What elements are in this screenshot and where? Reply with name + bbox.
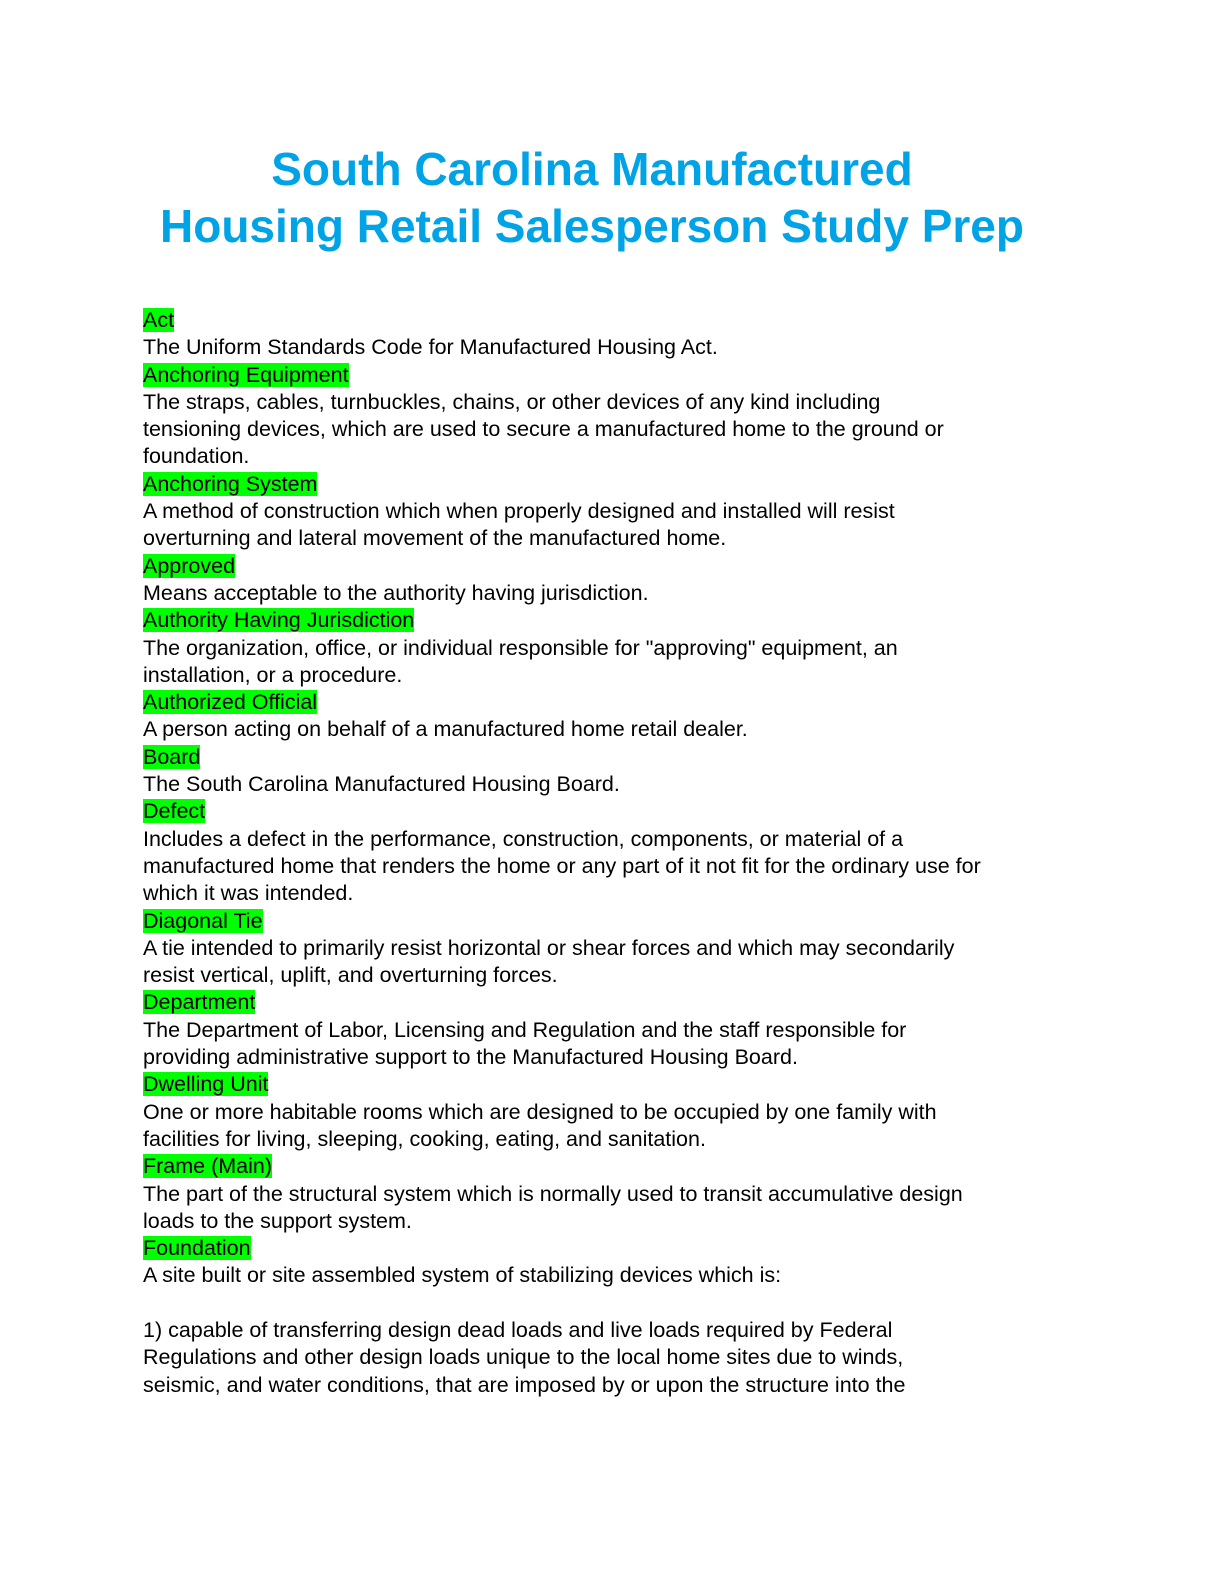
glossary-term xyxy=(143,1235,1083,1262)
glossary-term xyxy=(143,307,1083,334)
definition-line: loads to the support system. xyxy=(143,1208,412,1233)
term-highlight: Approved xyxy=(143,553,236,578)
glossary-term xyxy=(143,798,1083,825)
definition-line: which it was intended. xyxy=(143,881,354,906)
term-highlight: Frame (Main) xyxy=(143,1154,273,1179)
title-line-1: South Carolina Manufactured xyxy=(271,143,913,195)
glossary-term xyxy=(143,1153,1083,1180)
glossary-term xyxy=(143,989,1083,1016)
definition-line: Regulations and other design loads unique to the local home sites due to winds, xyxy=(143,1345,904,1370)
glossary-term xyxy=(143,1071,1083,1098)
term-highlight: Authority Having Jurisdiction xyxy=(143,608,415,633)
definition-line: The Department of Labor, Licensing and Regulation and the staff responsible for xyxy=(143,1017,907,1042)
glossary-term xyxy=(143,607,1083,634)
glossary-term xyxy=(143,553,1083,580)
glossary-term xyxy=(143,471,1083,498)
definition-line: installation, or a procedure. xyxy=(143,662,403,687)
definition-line: The organization, office, or individual responsible for "approving" equipment, an xyxy=(143,635,898,660)
definition-line: 1) capable of transferring design dead loads and live loads required by Federal xyxy=(143,1317,893,1342)
glossary-list xyxy=(143,307,1083,1399)
term-highlight: Anchoring Equipment xyxy=(143,362,349,387)
definition-line: tensioning devices, which are used to secure a manufactured home to the ground or xyxy=(143,417,944,442)
definition-line: manufactured home that renders the home or any part of it not fit for the ordinary use for xyxy=(143,853,981,878)
term-highlight: Defect xyxy=(143,799,206,824)
term-highlight: Department xyxy=(143,990,256,1015)
definition-line: One or more habitable rooms which are designed to be occupied by one family with xyxy=(143,1099,937,1124)
term-highlight: Foundation xyxy=(143,1236,251,1261)
definition-line: Includes a defect in the performance, construction, components, or material of a xyxy=(143,826,904,851)
definition-line: A site built or site assembled system of stabilizing devices which is: xyxy=(143,1263,782,1288)
term-highlight: Act xyxy=(143,308,175,332)
term-highlight: Authorized Official xyxy=(143,690,318,715)
definition-line: The South Carolina Manufactured Housing Board. xyxy=(143,772,620,797)
definition-line: providing administrative support to the Manufactured Housing Board. xyxy=(143,1045,798,1070)
definition-line: seismic, and water conditions, that are imposed by or upon the structure into the xyxy=(143,1372,906,1397)
glossary-term xyxy=(143,908,1083,935)
paragraph-gap xyxy=(143,1290,1083,1317)
definition-line: foundation. xyxy=(143,444,250,469)
term-highlight: Board xyxy=(143,744,201,769)
definition-line: The Uniform Standards Code for Manufactured Housing Act. xyxy=(143,335,718,360)
definition-line: The part of the structural system which is normally used to transit accumulative design xyxy=(143,1181,963,1206)
glossary-term xyxy=(143,744,1083,771)
term-highlight: Diagonal Tie xyxy=(143,908,263,933)
glossary-term xyxy=(143,362,1083,389)
definition-line: A method of construction which when properly designed and installed will resist xyxy=(143,499,895,524)
definition-line: A tie intended to primarily resist horizontal or shear forces and which may secondarily xyxy=(143,935,955,960)
definition-line: resist vertical, uplift, and overturning forces. xyxy=(143,963,558,988)
definition-line: overturning and lateral movement of the manufactured home. xyxy=(143,526,727,551)
document-title xyxy=(0,141,1184,255)
definition-line: facilities for living, sleeping, cooking, eating, and sanitation. xyxy=(143,1126,706,1151)
definition-line: A person acting on behalf of a manufactured home retail dealer. xyxy=(143,717,748,742)
glossary-term xyxy=(143,689,1083,716)
title-line-2: Housing Retail Salesperson Study Prep xyxy=(160,200,1024,252)
term-highlight: Dwelling Unit xyxy=(143,1072,269,1097)
term-highlight: Anchoring System xyxy=(143,471,318,496)
definition-line: The straps, cables, turnbuckles, chains, or other devices of any kind including xyxy=(143,389,881,414)
definition-line: Means acceptable to the authority having jurisdiction. xyxy=(143,580,649,605)
